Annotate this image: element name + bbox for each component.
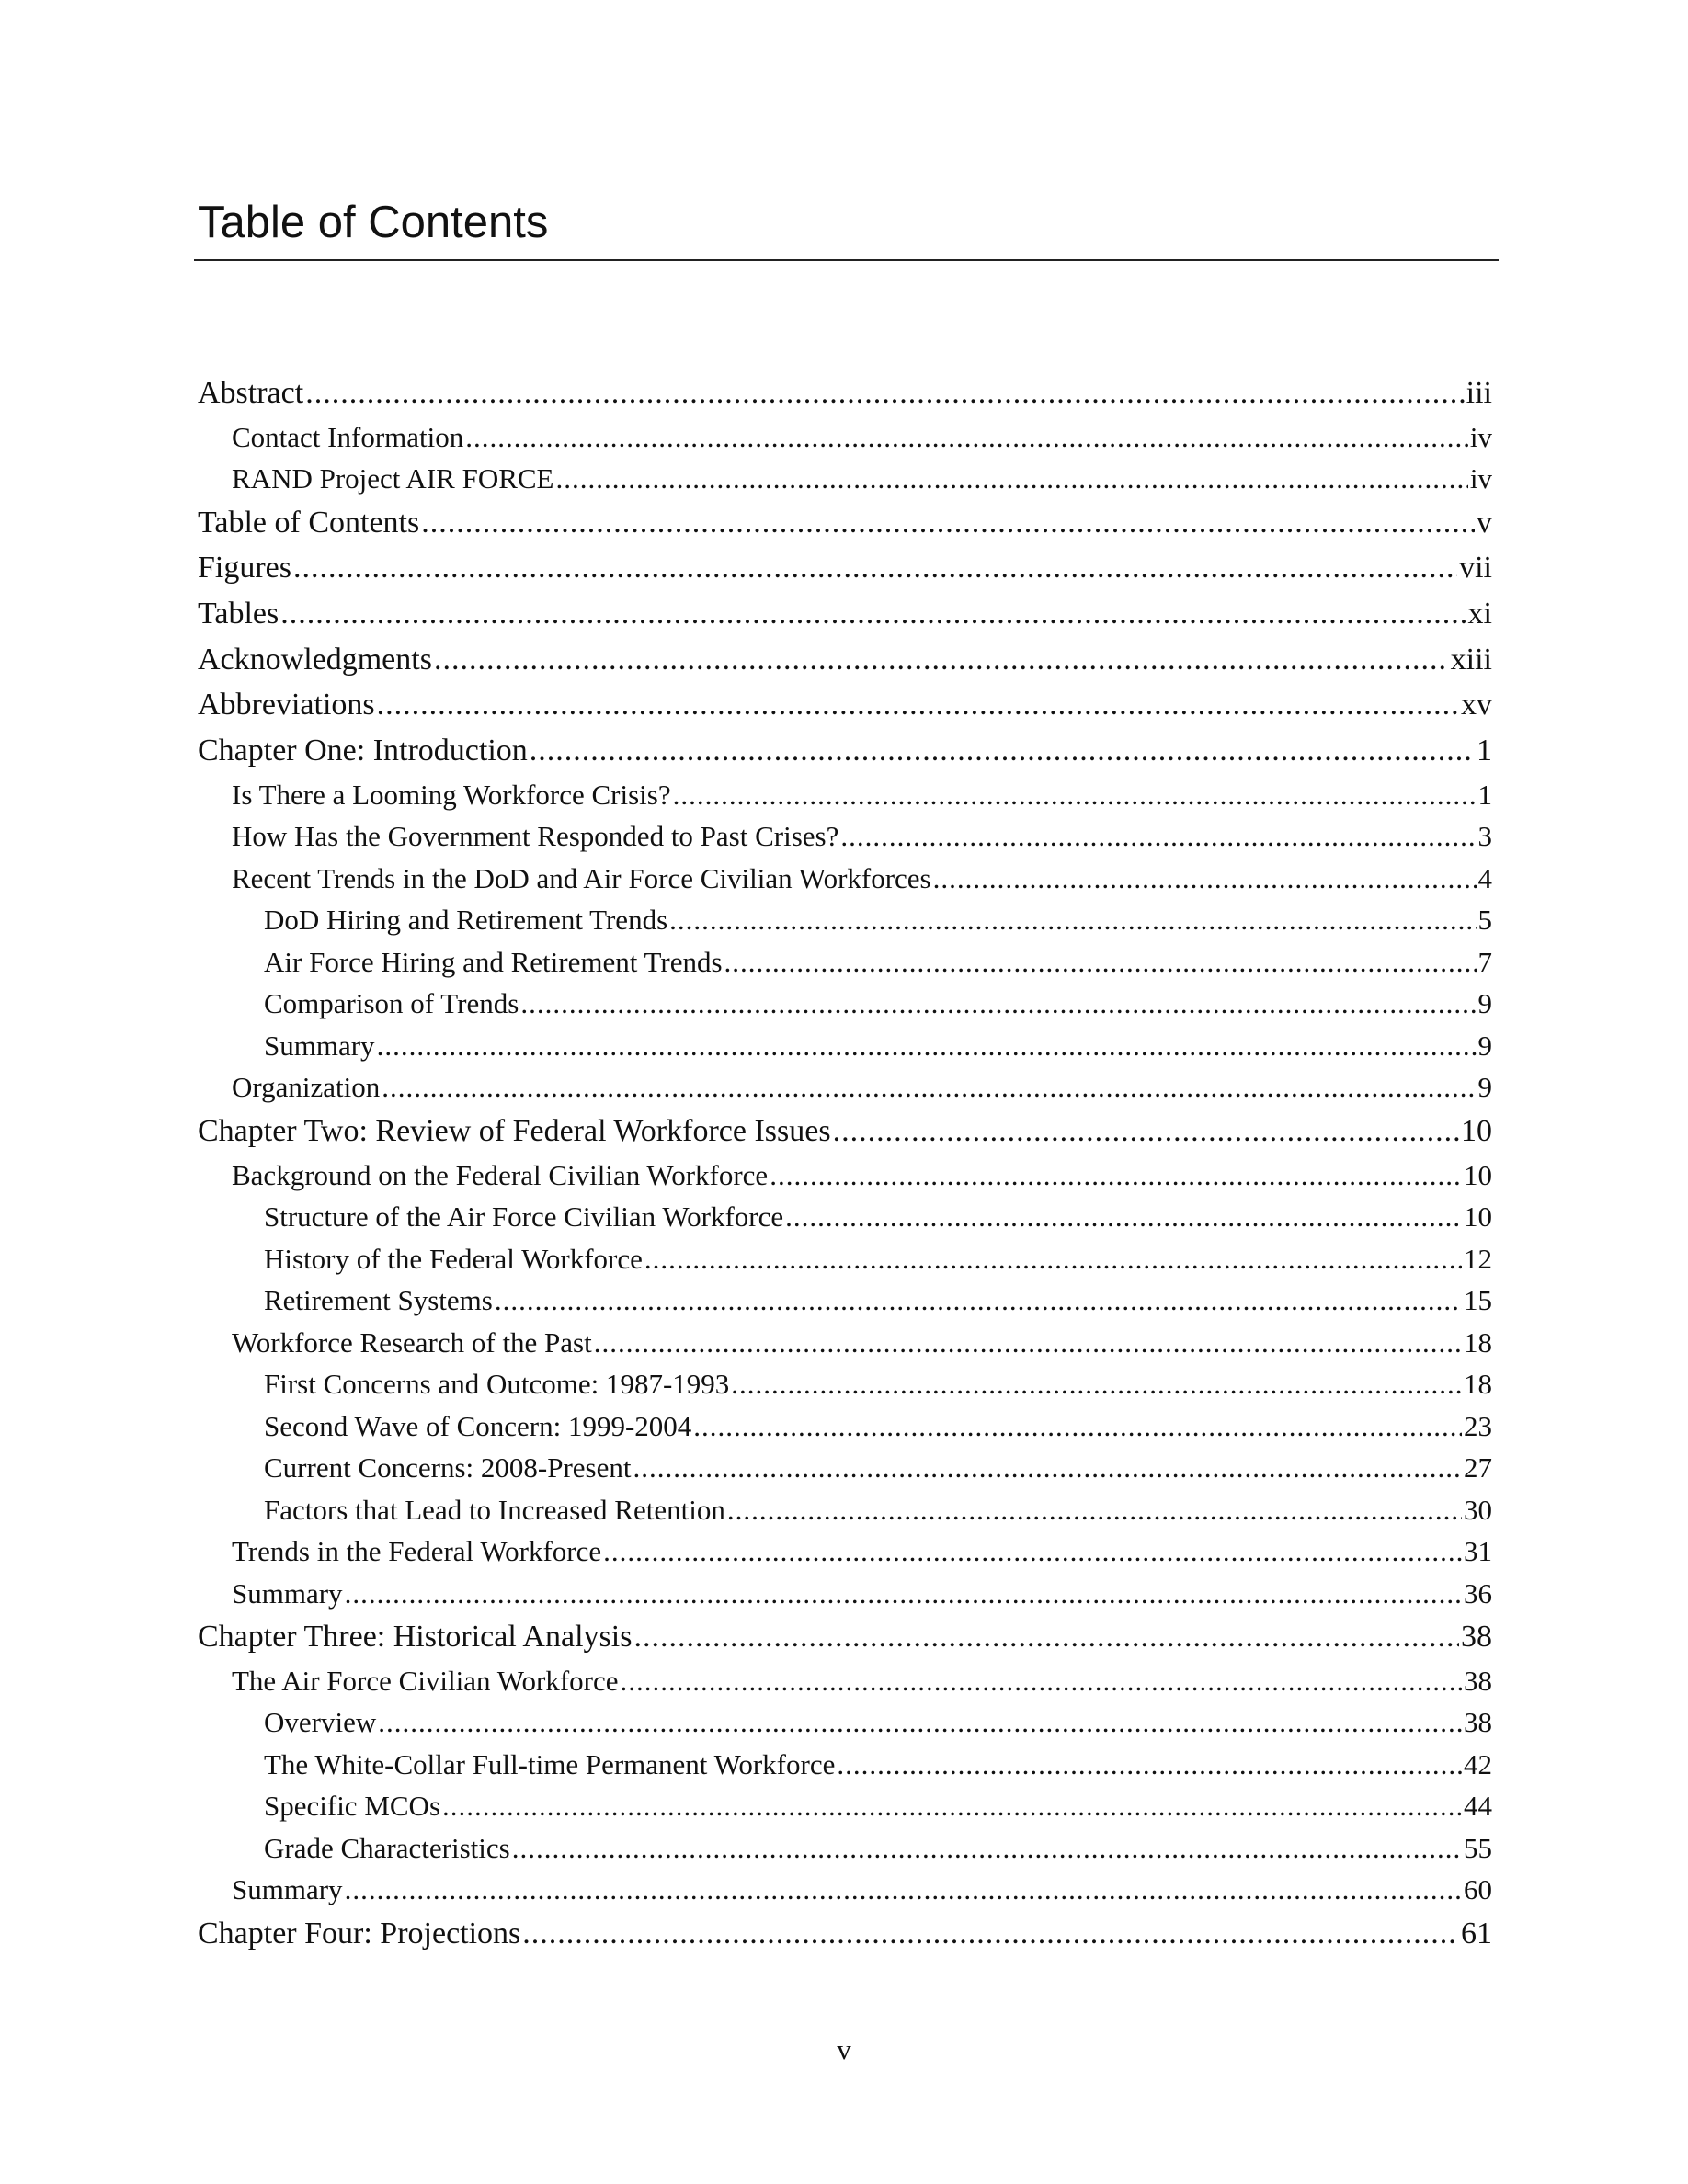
toc-entry-label: Current Concerns: 2008-Present: [264, 1451, 632, 1484]
toc-entry-page: 38: [1461, 1620, 1492, 1654]
toc-entry[interactable]: [198, 899, 1492, 941]
dot-leader: [442, 1785, 1462, 1827]
dot-leader: [633, 1614, 1459, 1660]
toc-entry-label: Grade Characteristics: [264, 1831, 510, 1864]
toc-entry[interactable]: [198, 1530, 1492, 1573]
toc-entry-page: 38: [1464, 1664, 1492, 1697]
toc-entry[interactable]: [198, 728, 1492, 774]
toc-entry-page: 60: [1464, 1873, 1492, 1906]
dot-leader: [724, 941, 1477, 984]
toc-entry[interactable]: [198, 458, 1492, 500]
dot-leader: [378, 1701, 1462, 1744]
toc-entry[interactable]: [198, 858, 1492, 900]
toc-entry[interactable]: [198, 682, 1492, 728]
toc-entry-page: 9: [1477, 987, 1492, 1020]
dot-leader: [933, 858, 1477, 900]
toc-entry-page: 23: [1464, 1409, 1492, 1442]
toc-entry-label: History of the Federal Workforce: [264, 1242, 643, 1275]
toc-entry[interactable]: [198, 1238, 1492, 1280]
toc-entry-page: iv: [1469, 420, 1492, 453]
toc-entry-label: Structure of the Air Force Civilian Workforce: [264, 1200, 784, 1233]
toc-entry-label: Summary: [264, 1029, 375, 1062]
toc-entry-label: Workforce Research of the Past: [232, 1325, 592, 1359]
toc-entry-page: 18: [1464, 1325, 1492, 1359]
dot-leader: [693, 1405, 1462, 1448]
dot-leader: [644, 1238, 1462, 1280]
toc-entry-page: 38: [1464, 1706, 1492, 1739]
toc-entry[interactable]: [198, 1447, 1492, 1489]
page-number: v: [837, 2033, 851, 2065]
toc-entry[interactable]: [198, 1744, 1492, 1786]
toc-entry[interactable]: [198, 1066, 1492, 1109]
toc-entry[interactable]: [198, 774, 1492, 816]
dot-leader: [293, 545, 1457, 591]
toc-entry-page: 1: [1477, 778, 1492, 811]
toc-entry-page: 44: [1464, 1790, 1492, 1823]
dot-leader: [840, 815, 1476, 858]
dot-leader: [305, 370, 1464, 416]
toc-entry[interactable]: [198, 637, 1492, 683]
toc-entry-page: 10: [1461, 1113, 1492, 1148]
toc-entry-label: Factors that Lead to Increased Retention: [264, 1493, 725, 1526]
toc-entry-page: 15: [1464, 1284, 1492, 1316]
toc-entry-label: Tables: [198, 597, 279, 631]
toc-entry-label: Acknowledgments: [198, 642, 432, 677]
table-of-contents: [198, 370, 1492, 1956]
dot-leader: [520, 983, 1476, 1025]
toc-entry-page: 10: [1464, 1200, 1492, 1233]
toc-entry[interactable]: [198, 1322, 1492, 1364]
dot-leader: [770, 1155, 1462, 1197]
toc-entry-label: Trends in the Federal Workforce: [232, 1535, 602, 1567]
dot-leader: [434, 637, 1449, 683]
toc-entry[interactable]: [198, 545, 1492, 591]
toc-entry-label: DoD Hiring and Retirement Trends: [264, 904, 668, 937]
toc-entry-label: Table of Contents: [198, 505, 420, 540]
toc-entry[interactable]: [198, 1109, 1492, 1155]
toc-entry-label: Abbreviations: [198, 688, 375, 722]
page-title: Table of Contents: [198, 198, 549, 247]
toc-entry[interactable]: [198, 815, 1492, 858]
toc-entry-label: The Air Force Civilian Workforce: [232, 1664, 619, 1697]
toc-entry-label: Retirement Systems: [264, 1284, 493, 1316]
toc-entry[interactable]: [198, 1827, 1492, 1870]
toc-entry-page: 5: [1477, 904, 1492, 937]
dot-leader: [620, 1660, 1462, 1702]
toc-entry-label: Chapter One: Introduction: [198, 734, 528, 768]
dot-leader: [280, 591, 1466, 637]
toc-entry-label: Chapter Three: Historical Analysis: [198, 1620, 633, 1654]
toc-entry-page: 61: [1461, 1916, 1492, 1951]
toc-entry-label: The White-Collar Full-time Permanent Workforce: [264, 1747, 836, 1780]
toc-entry-label: Specific MCOs: [264, 1790, 441, 1823]
dot-leader: [345, 1869, 1462, 1911]
toc-entry[interactable]: [198, 1701, 1492, 1744]
toc-entry-label: First Concerns and Outcome: 1987-1993: [264, 1368, 730, 1400]
dot-leader: [345, 1573, 1462, 1615]
toc-entry-page: 27: [1464, 1451, 1492, 1484]
dot-leader: [421, 500, 1475, 546]
toc-entry-label: Overview: [264, 1706, 377, 1739]
toc-entry-page: 12: [1464, 1242, 1492, 1275]
toc-entry[interactable]: [198, 1614, 1492, 1660]
toc-entry[interactable]: [198, 1660, 1492, 1702]
toc-entry[interactable]: [198, 1489, 1492, 1531]
toc-entry-label: Chapter Two: Review of Federal Workforce Issues: [198, 1113, 831, 1148]
toc-entry-page: xi: [1467, 597, 1492, 631]
toc-entry-page: 30: [1464, 1493, 1492, 1526]
toc-entry-page: xv: [1461, 688, 1492, 722]
toc-entry[interactable]: [198, 1280, 1492, 1322]
toc-entry-label: Recent Trends in the DoD and Air Force Civilian Workforces: [232, 861, 931, 894]
toc-entry-label: Background on the Federal Civilian Workforce: [232, 1158, 769, 1191]
toc-entry-page: iv: [1469, 462, 1492, 495]
toc-entry-label: Second Wave of Concern: 1999-2004: [264, 1409, 692, 1442]
toc-entry-label: Is There a Looming Workforce Crisis?: [232, 778, 671, 811]
toc-entry-label: Air Force Hiring and Retirement Trends: [264, 945, 723, 978]
toc-entry[interactable]: [198, 1363, 1492, 1405]
toc-entry[interactable]: [198, 1155, 1492, 1197]
toc-entry[interactable]: [198, 1196, 1492, 1238]
toc-entry-page: 55: [1464, 1831, 1492, 1864]
toc-entry-page: 18: [1464, 1368, 1492, 1400]
toc-entry-label: How Has the Government Responded to Past Crises?: [232, 820, 839, 853]
toc-entry-page: 1: [1477, 734, 1492, 768]
dot-leader: [522, 1911, 1459, 1957]
toc-entry[interactable]: [198, 1869, 1492, 1911]
dot-leader: [556, 458, 1468, 500]
toc-entry-label: Comparison of Trends: [264, 987, 519, 1020]
dot-leader: [727, 1489, 1462, 1531]
toc-entry-page: 9: [1477, 1029, 1492, 1062]
dot-leader: [382, 1066, 1476, 1109]
toc-entry-page: vii: [1459, 551, 1492, 586]
toc-entry-label: Summary: [232, 1873, 343, 1906]
dot-leader: [731, 1363, 1462, 1405]
dot-leader: [377, 1025, 1477, 1067]
toc-entry-label: Abstract: [198, 376, 304, 410]
toc-entry-page: 42: [1464, 1747, 1492, 1780]
dot-leader: [785, 1196, 1462, 1238]
toc-entry-page: 7: [1477, 945, 1492, 978]
dot-leader: [594, 1322, 1462, 1364]
toc-entry-page: 4: [1477, 861, 1492, 894]
dot-leader: [377, 682, 1459, 728]
toc-entry-page: 3: [1477, 820, 1492, 853]
toc-entry-label: Summary: [232, 1576, 343, 1610]
toc-entry[interactable]: [198, 1911, 1492, 1957]
toc-entry-page: 10: [1464, 1158, 1492, 1191]
dot-leader: [512, 1827, 1462, 1870]
toc-entry[interactable]: [198, 983, 1492, 1025]
dot-leader: [673, 774, 1477, 816]
toc-entry[interactable]: [198, 1785, 1492, 1827]
toc-entry-page: 31: [1464, 1535, 1492, 1567]
toc-entry-label: Figures: [198, 551, 291, 586]
toc-entry-label: Organization: [232, 1071, 381, 1104]
title-divider: [194, 259, 1499, 261]
toc-entry-label: Contact Information: [232, 420, 464, 453]
toc-entry-label: RAND Project AIR FORCE: [232, 462, 554, 495]
toc-entry[interactable]: [198, 370, 1492, 416]
toc-entry[interactable]: [198, 416, 1492, 459]
dot-leader: [603, 1530, 1462, 1573]
toc-entry-page: xiii: [1450, 642, 1492, 677]
dot-leader: [669, 899, 1476, 941]
toc-entry-label: Chapter Four: Projections: [198, 1916, 521, 1951]
dot-leader: [633, 1447, 1462, 1489]
toc-entry[interactable]: [198, 500, 1492, 546]
dot-leader: [530, 728, 1475, 774]
toc-entry[interactable]: [198, 941, 1492, 984]
toc-entry-page: 36: [1464, 1576, 1492, 1610]
dot-leader: [465, 416, 1468, 459]
dot-leader: [837, 1744, 1462, 1786]
toc-entry[interactable]: [198, 591, 1492, 637]
dot-leader: [495, 1280, 1462, 1322]
dot-leader: [833, 1109, 1459, 1155]
toc-entry[interactable]: [198, 1025, 1492, 1067]
toc-entry-page: iii: [1466, 376, 1492, 410]
toc-entry[interactable]: [198, 1405, 1492, 1448]
toc-entry-page: 9: [1477, 1071, 1492, 1104]
toc-entry[interactable]: [198, 1573, 1492, 1615]
toc-entry-page: v: [1477, 505, 1492, 540]
